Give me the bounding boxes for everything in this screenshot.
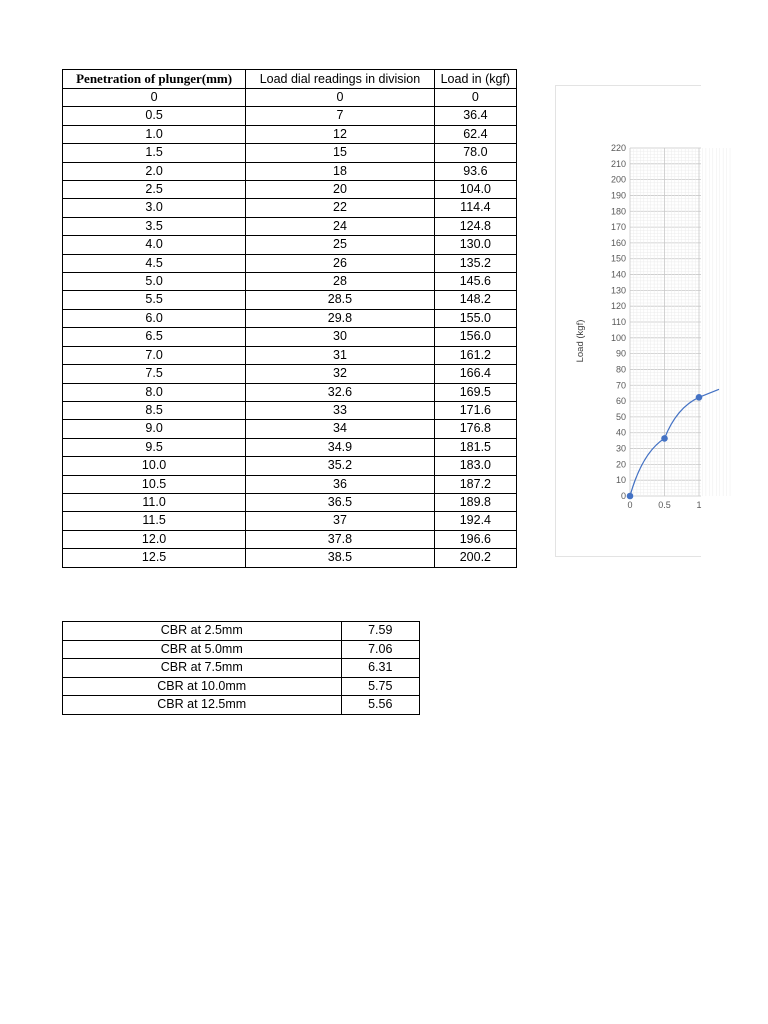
cell-penetration: 12.0 bbox=[63, 530, 246, 548]
cell-load: 176.8 bbox=[434, 420, 516, 438]
cell-dial-reading: 35.2 bbox=[246, 457, 435, 475]
cell-penetration: 11.5 bbox=[63, 512, 246, 530]
table-row bbox=[63, 640, 420, 659]
y-tick-label: 210 bbox=[610, 158, 626, 169]
table-row bbox=[63, 677, 420, 696]
data-point bbox=[627, 493, 634, 500]
cell-cbr-label: CBR at 10.0mm bbox=[63, 677, 342, 696]
cell-dial-reading: 0 bbox=[246, 89, 435, 107]
cell-dial-reading: 37.8 bbox=[246, 530, 435, 548]
y-tick-label: 120 bbox=[610, 301, 626, 312]
cell-dial-reading: 24 bbox=[246, 217, 435, 235]
cell-dial-reading: 29.8 bbox=[246, 309, 435, 327]
y-tick-label: 190 bbox=[610, 190, 626, 201]
table-row bbox=[63, 493, 517, 511]
cell-penetration: 5.5 bbox=[63, 291, 246, 309]
table-row bbox=[63, 125, 517, 143]
cell-load: 200.2 bbox=[434, 549, 516, 567]
cell-penetration: 0 bbox=[63, 89, 246, 107]
table-row bbox=[63, 383, 517, 401]
cell-load: 93.6 bbox=[434, 162, 516, 180]
cell-dial-reading: 31 bbox=[246, 346, 435, 364]
y-tick-label: 110 bbox=[611, 317, 626, 327]
cell-load: 62.4 bbox=[434, 125, 516, 143]
y-tick-label: 200 bbox=[610, 174, 626, 185]
cell-penetration: 8.0 bbox=[63, 383, 246, 401]
x-tick-label: 0.5 bbox=[658, 500, 671, 510]
cell-penetration: 9.5 bbox=[63, 438, 246, 456]
y-tick-label: 150 bbox=[610, 253, 626, 264]
cell-penetration: 12.5 bbox=[63, 549, 246, 567]
table-row bbox=[63, 291, 517, 309]
cell-load: 169.5 bbox=[434, 383, 516, 401]
table-row bbox=[63, 107, 517, 125]
chart-y-ticks bbox=[611, 143, 626, 501]
cell-penetration: 6.5 bbox=[63, 328, 246, 346]
cell-cbr-value: 6.31 bbox=[341, 659, 420, 678]
table-row bbox=[63, 181, 517, 199]
cell-load: 0 bbox=[434, 89, 516, 107]
cell-dial-reading: 32 bbox=[246, 365, 435, 383]
y-tick-label: 90 bbox=[615, 348, 626, 359]
cell-dial-reading: 12 bbox=[246, 125, 435, 143]
table-row bbox=[63, 420, 517, 438]
cell-load: 148.2 bbox=[434, 291, 516, 309]
cell-load: 124.8 bbox=[434, 217, 516, 235]
cell-dial-reading: 33 bbox=[246, 401, 435, 419]
chart-gridlines bbox=[630, 148, 730, 496]
y-tick-label: 60 bbox=[615, 396, 626, 407]
y-tick-label: 80 bbox=[615, 364, 626, 375]
cell-dial-reading: 32.6 bbox=[246, 383, 435, 401]
cell-penetration: 4.5 bbox=[63, 254, 246, 272]
cell-penetration: 10.5 bbox=[63, 475, 246, 493]
cell-dial-reading: 15 bbox=[246, 144, 435, 162]
cell-load: 104.0 bbox=[434, 181, 516, 199]
y-tick-label: 180 bbox=[610, 206, 626, 217]
cell-penetration: 3.0 bbox=[63, 199, 246, 217]
cell-load: 155.0 bbox=[434, 309, 516, 327]
table-row bbox=[63, 273, 517, 291]
table-row bbox=[63, 309, 517, 327]
header-penetration: Penetration of plunger(mm) bbox=[63, 70, 246, 89]
cell-load: 196.6 bbox=[434, 530, 516, 548]
cell-load: 181.5 bbox=[434, 438, 516, 456]
y-tick-label: 160 bbox=[610, 237, 626, 248]
header-load-dial: Load dial readings in division bbox=[246, 70, 435, 89]
cell-cbr-value: 7.59 bbox=[341, 622, 420, 641]
cbr-summary-rows bbox=[63, 622, 420, 715]
cell-load: 130.0 bbox=[434, 236, 516, 254]
penetration-load-rows bbox=[63, 89, 517, 568]
data-point bbox=[661, 435, 668, 442]
cell-dial-reading: 22 bbox=[246, 199, 435, 217]
table-row bbox=[63, 254, 517, 272]
cell-penetration: 7.0 bbox=[63, 346, 246, 364]
y-tick-label: 30 bbox=[615, 443, 626, 454]
header-load-kgf: Load in (kgf) bbox=[434, 70, 516, 89]
cell-dial-reading: 25 bbox=[246, 236, 435, 254]
cell-cbr-label: CBR at 5.0mm bbox=[63, 640, 342, 659]
table-row bbox=[63, 199, 517, 217]
cell-penetration: 6.0 bbox=[63, 309, 246, 327]
cell-dial-reading: 34.9 bbox=[246, 438, 435, 456]
cell-load: 171.6 bbox=[434, 401, 516, 419]
table-row bbox=[63, 457, 517, 475]
cell-cbr-label: CBR at 12.5mm bbox=[63, 696, 342, 715]
data-point bbox=[696, 394, 703, 401]
table-header-row bbox=[63, 70, 517, 89]
cell-load: 36.4 bbox=[434, 107, 516, 125]
table-row bbox=[63, 475, 517, 493]
y-tick-label: 130 bbox=[610, 285, 626, 296]
chart-x-ticks bbox=[627, 500, 701, 510]
cell-load: 166.4 bbox=[434, 365, 516, 383]
cell-dial-reading: 20 bbox=[246, 181, 435, 199]
cell-load: 156.0 bbox=[434, 328, 516, 346]
y-tick-label: 40 bbox=[615, 427, 626, 438]
table-row bbox=[63, 622, 420, 641]
cell-penetration: 3.5 bbox=[63, 217, 246, 235]
table-row bbox=[63, 696, 420, 715]
cell-dial-reading: 26 bbox=[246, 254, 435, 272]
y-tick-label: 20 bbox=[615, 459, 626, 470]
cbr-summary-table bbox=[62, 621, 420, 715]
cell-cbr-value: 5.75 bbox=[341, 677, 420, 696]
table-row bbox=[63, 144, 517, 162]
cell-penetration: 2.5 bbox=[63, 181, 246, 199]
cell-dial-reading: 30 bbox=[246, 328, 435, 346]
cell-penetration: 0.5 bbox=[63, 107, 246, 125]
cell-penetration: 4.0 bbox=[63, 236, 246, 254]
cell-penetration: 11.0 bbox=[63, 493, 246, 511]
cell-dial-reading: 38.5 bbox=[246, 549, 435, 567]
cell-load: 135.2 bbox=[434, 254, 516, 272]
table-row bbox=[63, 328, 517, 346]
cell-penetration: 10.0 bbox=[63, 457, 246, 475]
cell-penetration: 7.5 bbox=[63, 365, 246, 383]
y-tick-label: 0 bbox=[620, 491, 626, 501]
y-tick-label: 10 bbox=[615, 475, 626, 486]
cell-cbr-value: 5.56 bbox=[341, 696, 420, 715]
table-row bbox=[63, 401, 517, 419]
table-row bbox=[63, 236, 517, 254]
y-tick-label: 50 bbox=[615, 411, 626, 422]
table-row bbox=[63, 89, 517, 107]
cell-penetration: 1.5 bbox=[63, 144, 246, 162]
table-row bbox=[63, 659, 420, 678]
table-row bbox=[63, 549, 517, 567]
y-tick-label: 100 bbox=[610, 332, 626, 343]
cell-load: 189.8 bbox=[434, 493, 516, 511]
table-row bbox=[63, 217, 517, 235]
y-tick-label: 220 bbox=[610, 143, 626, 153]
table-row bbox=[63, 512, 517, 530]
cell-load: 114.4 bbox=[434, 199, 516, 217]
load-penetration-chart bbox=[555, 85, 701, 557]
cell-cbr-value: 7.06 bbox=[341, 640, 420, 659]
table-row bbox=[63, 365, 517, 383]
y-axis-label: Load (kgf) bbox=[575, 319, 586, 363]
cell-load: 187.2 bbox=[434, 475, 516, 493]
cell-cbr-label: CBR at 2.5mm bbox=[63, 622, 342, 641]
cell-dial-reading: 7 bbox=[246, 107, 435, 125]
cell-load: 183.0 bbox=[434, 457, 516, 475]
cell-load: 161.2 bbox=[434, 346, 516, 364]
table-row bbox=[63, 346, 517, 364]
table-row bbox=[63, 162, 517, 180]
cell-penetration: 9.0 bbox=[63, 420, 246, 438]
cell-dial-reading: 28 bbox=[246, 273, 435, 291]
table-row bbox=[63, 438, 517, 456]
table-row bbox=[63, 530, 517, 548]
cell-dial-reading: 37 bbox=[246, 512, 435, 530]
x-tick-label: 0 bbox=[627, 500, 633, 510]
cell-load: 78.0 bbox=[434, 144, 516, 162]
cell-penetration: 1.0 bbox=[63, 125, 246, 143]
cell-dial-reading: 36 bbox=[246, 475, 435, 493]
cell-cbr-label: CBR at 7.5mm bbox=[63, 659, 342, 678]
cell-dial-reading: 28.5 bbox=[246, 291, 435, 309]
cell-penetration: 8.5 bbox=[63, 401, 246, 419]
cell-load: 192.4 bbox=[434, 512, 516, 530]
cell-dial-reading: 18 bbox=[246, 162, 435, 180]
cell-dial-reading: 36.5 bbox=[246, 493, 435, 511]
y-tick-label: 70 bbox=[615, 380, 626, 391]
cell-load: 145.6 bbox=[434, 273, 516, 291]
cell-dial-reading: 34 bbox=[246, 420, 435, 438]
penetration-load-table bbox=[62, 69, 517, 568]
y-tick-label: 170 bbox=[610, 222, 626, 233]
y-tick-label: 140 bbox=[610, 269, 626, 280]
chart-svg bbox=[556, 86, 701, 556]
cell-penetration: 2.0 bbox=[63, 162, 246, 180]
x-tick-label: 1 bbox=[696, 500, 702, 510]
cell-penetration: 5.0 bbox=[63, 273, 246, 291]
